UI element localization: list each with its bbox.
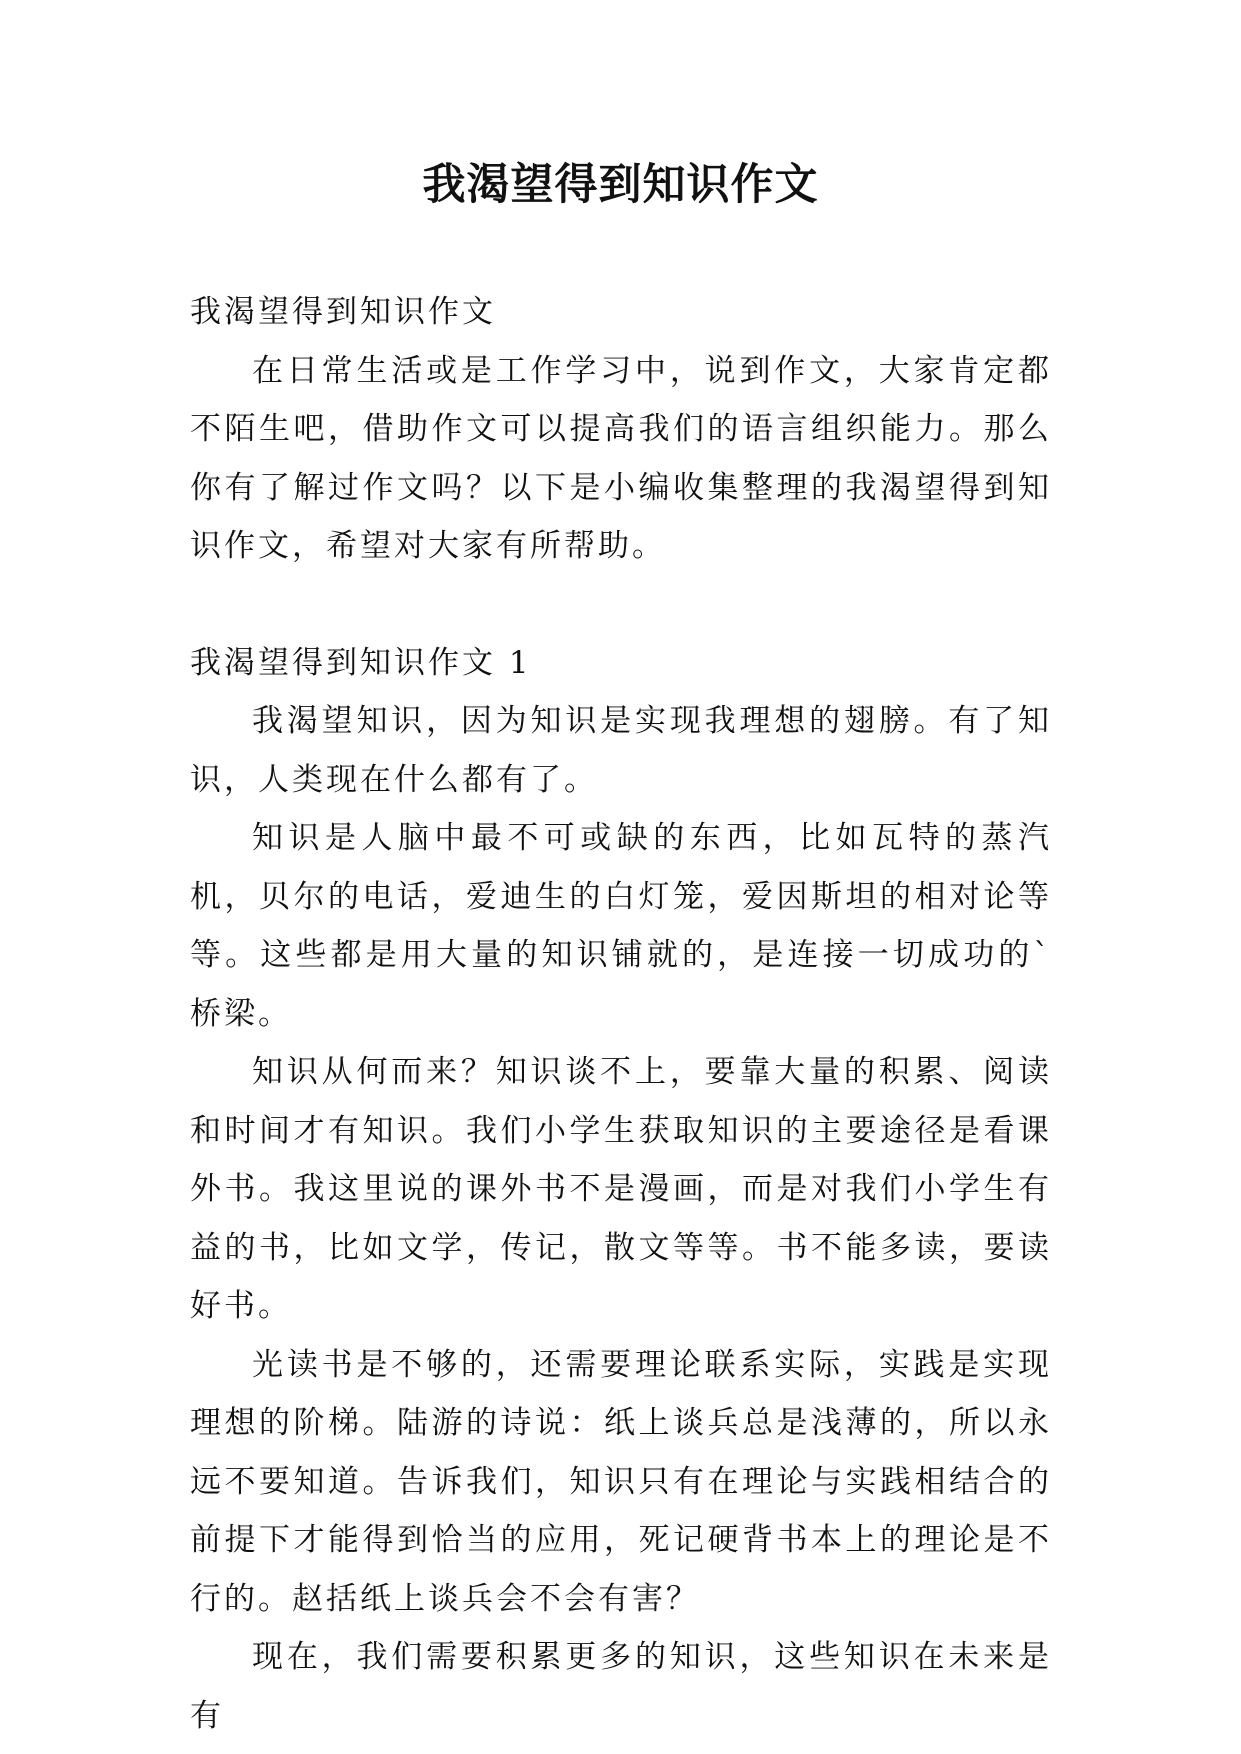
body-paragraph: 知识是人脑中最不可或缺的东西，比如瓦特的蒸汽机，贝尔的电话，爱迪生的白灯笼，爱因斯坦的相对论等等。这些都是用大量的知识铺就的，是连接一切成功的`桥梁。 [190,820,1052,1032]
document-body [190,283,1052,1745]
body-paragraph: 知识从何而来？知识谈不上，要靠大量的积累、阅读和时间才有知识。我们小学生获取知识的主要途径是看课外书。我这里说的课外书不是漫画，而是对我们小学生有益的书，比如文学，传记，散文等等。书不能多读，要读好书。 [190,1054,1052,1324]
body-paragraph: 我渴望知识，因为知识是实现我理想的翅膀。有了知识，人类现在什么都有了。 [190,703,1052,798]
body-paragraph: 光读书是不够的，还需要理论联系实际，实践是实现理想的阶梯。陆游的诗说：纸上谈兵总是浅薄的，所以永远不要知道。告诉我们，知识只有在理论与实践相结合的前提下才能得到恰当的应用，死记硬背书本上的理论是不行的。赵括纸上谈兵会不会有害？ [190,1346,1052,1617]
document-title: 我渴望得到知识作文 [422,160,819,210]
body-paragraph: 现在，我们需要积累更多的知识，这些知识在未来是有 [190,1639,1052,1734]
intro-paragraph: 在日常生活或是工作学习中，说到作文，大家肯定都不陌生吧，借助作文可以提高我们的语言组织能力。那么你有了解过作文吗？以下是小编收集整理的我渴望得到知识作文，希望对大家有所帮助。 [190,352,1052,564]
section-heading: 我渴望得到知识作文 1 [190,644,532,681]
document-subtitle: 我渴望得到知识作文 [190,294,496,330]
